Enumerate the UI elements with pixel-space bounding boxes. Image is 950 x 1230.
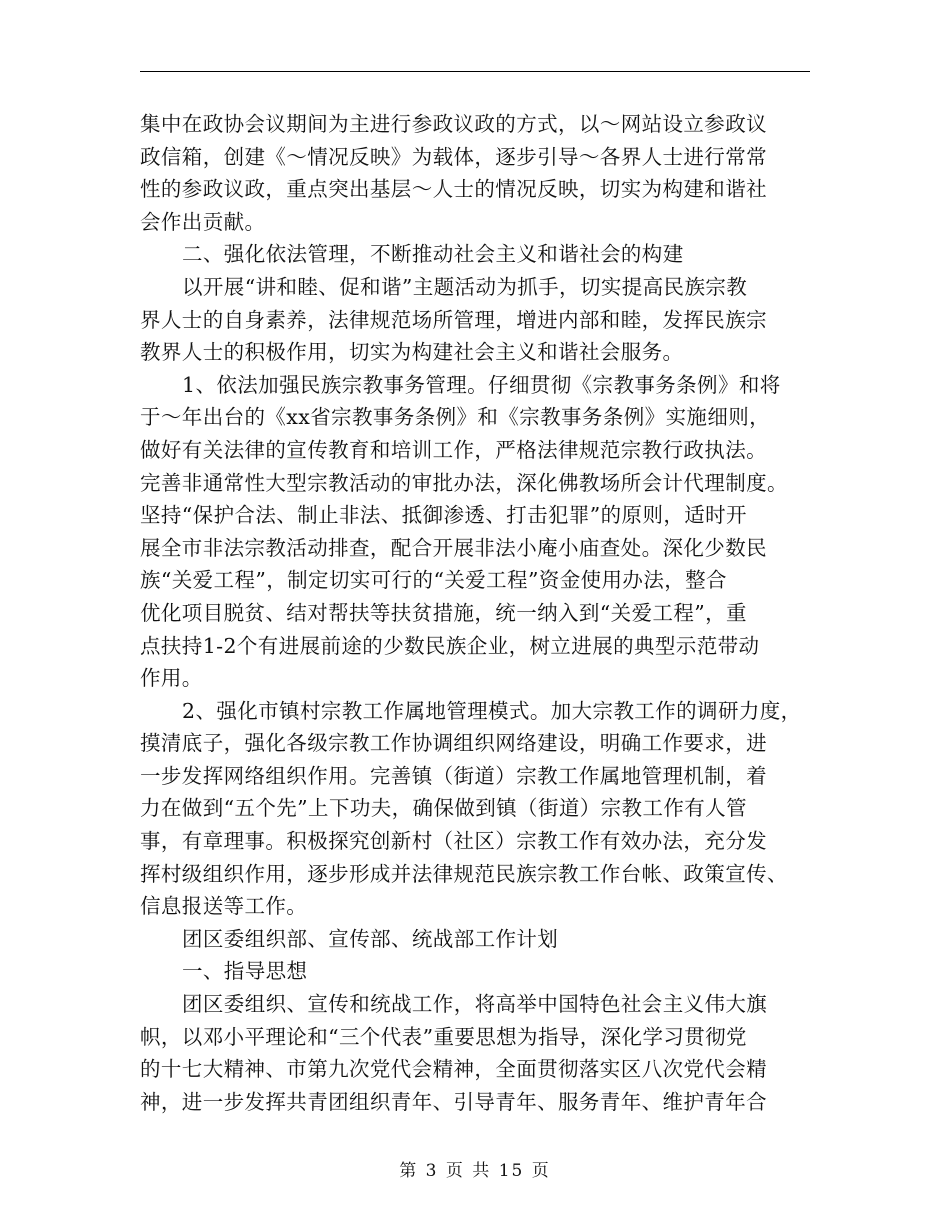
text-line: 神，进一步发挥共青团组织青年、引导青年、服务青年、维护青年合 <box>140 1089 767 1114</box>
header-rule <box>140 71 810 72</box>
text-line: 族“关爱工程”，制定切实可行的“关爱工程”资金使用办法，整合 <box>140 568 727 593</box>
text-line: 完善非通常性大型宗教活动的审批办法，深化佛教场所会计代理制度。 <box>140 470 788 495</box>
text-line: 性的参政议政，重点突出基层～人士的情况反映，切实为构建和谐社 <box>140 177 767 202</box>
text-line: 以开展“讲和睦、促和谐”主题活动为抓手，切实提高民族宗教 <box>182 274 748 299</box>
text-line: 集中在政协会议期间为主进行参政议政的方式，以～网站设立参政议 <box>140 112 767 136</box>
text-line: 优化项目脱贫、结对帮扶等扶贫措施，统一纳入到“关爱工程”，重 <box>140 600 747 625</box>
text-line: 展全市非法宗教活动排查，配合开展非法小庵小庙查处。深化少数民 <box>140 535 767 560</box>
text-line: 团区委组织、宣传和统战工作，将高举中国特色社会主义伟大旗 <box>182 992 768 1017</box>
text-line: 信息报送等工作。 <box>140 894 308 919</box>
document-body <box>140 108 816 1118</box>
text-line: 摸清底子，强化各级宗教工作协调组织网络建设，明确工作要求，进 <box>140 731 767 756</box>
text-line: 事，有章理事。积极探究创新村（社区）宗教工作有效办法，充分发 <box>140 829 767 854</box>
text-line: 2、强化市镇村宗教工作属地管理模式。加大宗教工作的调研力度， <box>182 698 802 723</box>
text-line: 点扶持1-2个有进展前途的少数民族企业，树立进展的典型示范带动 <box>140 633 760 658</box>
text-line: 坚持“保护合法、制止非法、抵御渗透、打击犯罪”的原则，适时开 <box>140 503 747 528</box>
text-line: 一步发挥网络组织作用。完善镇（街道）宗教工作属地管理机制，着 <box>140 763 767 788</box>
text-line: 政信箱，创建《～情况反映》为载体，逐步引导～各界人士进行常常 <box>140 144 767 169</box>
page-number: 第 3 页 共 15 页 <box>399 1161 551 1181</box>
text-line: 团区委组织部、宣传部、统战部工作计划 <box>182 926 559 951</box>
text-line: 界人士的自身素养，法律规范场所管理，增进内部和睦，发挥民族宗 <box>140 307 767 332</box>
text-line: 教界人士的积极作用，切实为构建社会主义和谐社会服务。 <box>140 340 684 365</box>
text-line: 于～年出台的《xx省宗教事务条例》和《宗教事务条例》实施细则， <box>140 405 771 430</box>
text-line: 的十七大精神、市第九次党代会精神，全面贯彻落实区八次党代会精 <box>140 1057 767 1082</box>
text-line: 二、强化依法管理，不断推动社会主义和谐社会的构建 <box>182 242 684 267</box>
text-line: 1、依法加强民族宗教事务管理。仔细贯彻《宗教事务条例》和将 <box>182 372 781 397</box>
text-line: 力在做到“五个先”上下功夫，确保做到镇（街道）宗教工作有人管 <box>140 796 747 821</box>
text-line: 做好有关法律的宣传教育和培训工作，严格法律规范宗教行政执法。 <box>140 437 767 462</box>
text-line: 挥村级组织作用，逐步形成并法律规范民族宗教工作台帐、政策宣传、 <box>140 861 788 886</box>
text-line: 作用。 <box>140 666 203 691</box>
text-line: 一、指导思想 <box>182 959 308 984</box>
text-line: 帜，以邓小平理论和“三个代表”重要思想为指导，深化学习贯彻党 <box>140 1024 747 1049</box>
text-line: 会作出贡献。 <box>140 209 266 234</box>
